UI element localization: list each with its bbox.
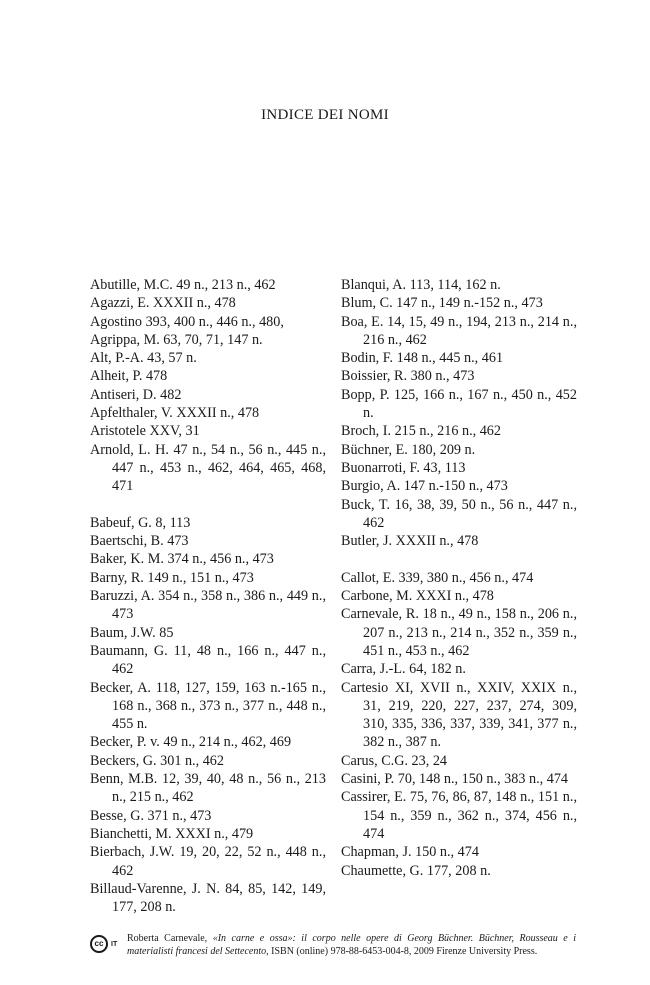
index-entry: Buck, T. 16, 38, 39, 50 n., 56 n., 447 n., 462 bbox=[341, 496, 577, 531]
index-entry: Carra, J.-L. 64, 182 n. bbox=[341, 661, 466, 678]
index-column-right bbox=[341, 276, 577, 880]
index-entry: Agazzi, E. XXXII n., 478 bbox=[90, 295, 236, 312]
index-entry: Chapman, J. 150 n., 474 bbox=[341, 844, 479, 861]
index-entry: Babeuf, G. 8, 113 bbox=[90, 514, 191, 531]
index-entry: Callot, E. 339, 380 n., 456 n., 474 bbox=[341, 569, 534, 586]
citation-book-title: «In carne e ossa»: il corpo nelle opere di Georg Büchner. Büchner, Rousseau e i materialisti francesi del Settecento bbox=[127, 933, 577, 957]
index-column-left bbox=[90, 276, 326, 916]
index-entry: Carnevale, R. 18 n., 49 n., 158 n., 206 n., 207 n., 213 n., 214 n., 352 n., 359 n., 451 n., 453 n., 462 bbox=[341, 606, 577, 659]
language-code: IT bbox=[111, 941, 118, 948]
index-entry: Baum, J.W. 85 bbox=[90, 624, 174, 641]
index-entry: Cassirer, E. 75, 76, 86, 87, 148 n., 151 n., 154 n., 359 n., 362 n., 374, 456 n., 474 bbox=[341, 789, 577, 842]
footer-citation bbox=[90, 933, 576, 958]
index-entry: Alt, P.-A. 43, 57 n. bbox=[90, 350, 197, 367]
index-entry: Antiseri, D. 482 bbox=[90, 386, 182, 403]
citation-text bbox=[127, 933, 576, 958]
index-entry: Baertschi, B. 473 bbox=[90, 533, 189, 550]
index-entry: Casini, P. 70, 148 n., 150 n., 383 n., 474 bbox=[341, 771, 569, 788]
index-entry: Burgio, A. 147 n.-150 n., 473 bbox=[341, 478, 508, 495]
index-entry: Chaumette, G. 177, 208 n. bbox=[341, 862, 491, 879]
index-entry: Blanqui, A. 113, 114, 162 n. bbox=[341, 277, 501, 293]
index-entry: Buonarroti, F. 43, 113 bbox=[341, 459, 466, 476]
index-entry: Bopp, P. 125, 166 n., 167 n., 450 n., 452 n. bbox=[341, 386, 577, 422]
index-entry: Barny, R. 149 n., 151 n., 473 bbox=[90, 569, 254, 586]
index-entry: Agrippa, M. 63, 70, 71, 147 n. bbox=[90, 331, 263, 348]
index-entry: Butler, J. XXXII n., 478 bbox=[341, 533, 479, 550]
index-entry: Besse, G. 371 n., 473 bbox=[90, 807, 212, 824]
index-entry: Boissier, R. 380 n., 473 bbox=[341, 368, 475, 385]
index-entry: Bodin, F. 148 n., 445 n., 461 bbox=[341, 350, 504, 367]
index-entry: Beckers, G. 301 n., 462 bbox=[90, 752, 224, 769]
index-entry: Becker, A. 118, 127, 159, 163 n.-165 n., 168 n., 368 n., 373 n., 377 n., 448 n., 455 n. bbox=[90, 679, 326, 733]
index-entry: Billaud-Varenne, J. N. 84, 85, 142, 149, 177, 208 n. bbox=[90, 880, 326, 916]
index-entry: Bierbach, J.W. 19, 20, 22, 52 n., 448 n., 462 bbox=[90, 844, 326, 879]
citation-author: Roberta Carnevale, bbox=[127, 933, 213, 944]
index-entry: Aristotele XXV, 31 bbox=[90, 423, 200, 440]
index-entry: Broch, I. 215 n., 216 n., 462 bbox=[341, 423, 501, 440]
index-entry: Cartesio XI, XVII n., XXIV, XXIX n., 31, 219, 220, 227, 237, 274, 309, 310, 335, 336, 337, 339, 341, 377 n., 382 n., 387 n. bbox=[341, 679, 577, 751]
page-title: INDICE DEI NOMI bbox=[261, 107, 389, 123]
index-entry: Becker, P. v. 49 n., 214 n., 462, 469 bbox=[90, 734, 292, 751]
creative-commons-icon: cc bbox=[90, 935, 108, 953]
index-entry: Boa, E. 14, 15, 49 n., 194, 213 n., 214 n., 216 n., 462 bbox=[341, 313, 577, 348]
index-entry: Baruzzi, A. 354 n., 358 n., 386 n., 449 n., 473 bbox=[90, 588, 326, 623]
index-entry: Baumann, G. 11, 48 n., 166 n., 447 n., 462 bbox=[90, 642, 326, 678]
index-entry: Bianchetti, M. XXXI n., 479 bbox=[90, 825, 254, 842]
index-entry: Benn, M.B. 12, 39, 40, 48 n., 56 n., 213 n., 215 n., 462 bbox=[90, 771, 326, 806]
index-entry: Agostino 393, 400 n., 446 n., 480, bbox=[90, 313, 284, 330]
index-entry: Apfelthaler, V. XXXII n., 478 bbox=[90, 405, 260, 422]
index-entry: Carbone, M. XXXI n., 478 bbox=[341, 588, 494, 605]
index-entry: Carus, C.G. 23, 24 bbox=[341, 752, 448, 769]
index-entry: Alheit, P. 478 bbox=[90, 368, 168, 385]
index-entry: Abutille, M.C. 49 n., 213 n., 462 bbox=[90, 277, 276, 293]
citation-publication: , ISBN (online) 978-88-6453-004-8, 2009 Firenze University Press. bbox=[266, 945, 538, 957]
index-entry: Blum, C. 147 n., 149 n.-152 n., 473 bbox=[341, 295, 543, 312]
index-entry: Arnold, L. H. 47 n., 54 n., 56 n., 445 n., 447 n., 453 n., 462, 464, 465, 468, 471 bbox=[90, 441, 326, 495]
index-entry: Baker, K. M. 374 n., 456 n., 473 bbox=[90, 551, 274, 568]
index-entry: Büchner, E. 180, 209 n. bbox=[341, 441, 476, 458]
